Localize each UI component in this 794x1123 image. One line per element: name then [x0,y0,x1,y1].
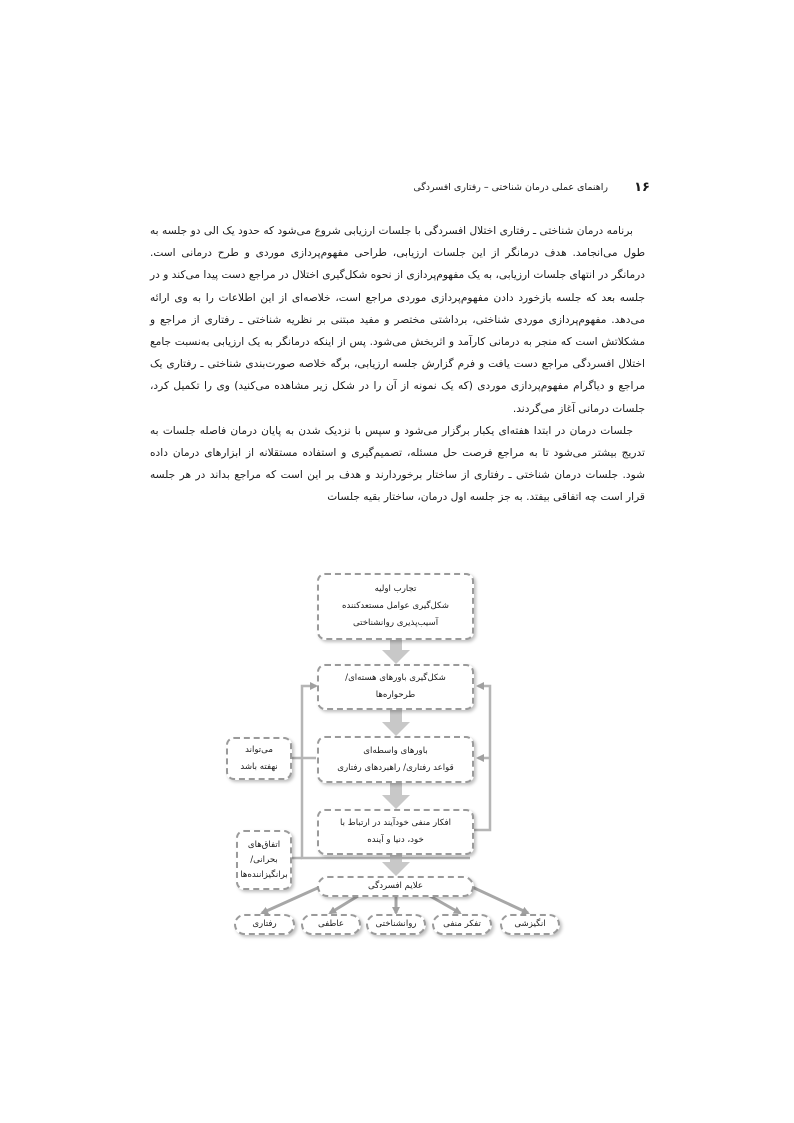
box-automatic-thoughts: افکار منفی خودآیند در ارتباط با خود، دنیا و آینده [317,809,474,855]
feedback-loop-right [473,686,490,830]
page-number: ۱۶ [634,180,650,195]
box-may-be-latent: می‌تواند نهفته باشد [226,737,292,780]
symptom-psychological: روانشناختی [366,914,426,935]
box-depression-symptoms: علایم افسردگی [317,876,474,897]
running-header [413,180,650,198]
symptom-motivational: انگیزشی [500,914,560,935]
box-intermediate-beliefs: باورهای واسطه‌ای قواعد رفتاری/ راهبردهای رفتاری [317,736,474,783]
box-critical-incidents: اتفاق‌های بحرانی/ برانگیزاننده‌ها [236,830,292,890]
running-title: راهنمای عملی درمان شناختی – رفتاری افسردگی [413,182,608,193]
paragraph: جلسات درمان در ابتدا هفته‌ای یکبار برگزار می‌شود و سپس با نزدیک شدن به پایان درمان فاصله جلسات به تدریج بیشتر می‌شود تا به مراجع فرصت حل مسئله، تصمیم‌گیری و استفاده مستقلانه از ابزارهای درمان داده شود. جلسات درمان شناختی ـ رفتاری از ساختار برخوردارند و هدف بر این است که مراجع بداند در هر جلسه قرار است چه اتفاقی بیفتد. به جز جلسه اول درمان، ساختار بقیه جلسات [150,424,645,504]
arrow-down-2 [382,710,410,736]
arrow-down-3 [382,783,410,809]
symptom-emotional: عاطفی [301,914,361,935]
symptom-behavioral: رفتاری [234,914,295,935]
body-text [150,220,645,509]
paragraph: برنامه درمان شناختی ـ رفتاری اختلال افسردگی با جلسات ارزیابی شروع می‌شود که حدود یک الی دو جلسه به طول می‌انجامد. هدف درمانگر از این جلسات ارزیابی، طراحی مفهوم‌پردازی موردی و طرح درمانی است. درمانگر در انتهای جلسات ارزیابی، به یک مفهوم‌پردازی از نحوه شکل‌گیری اختلال در مراجع دست پیدا می‌کند و در جلسه بعد که جلسه بازخورد دادن مفهوم‌پردازی موردی مراجع است، خلاصه‌ای از این اطلاعات را به وی ارائه می‌دهد. مفهوم‌پردازی موردی شناختی، برداشتی مختصر و مفید مبتنی بر نظریه شناختی ـ رفتاری از مراجع و مشکلاتش است که منجر به درمانی کارآمد و اثربخش می‌شود. پس از اینکه درمانگر به یک ارزیابی به‌نسبت جامع اختلال افسردگی مراجع دست یافت و فرم گزارش جلسه ارزیابی، برگه خلاصه صورت‌بندی شناختی ـ رفتاری یک مراجع و دیاگرام مفهوم‌پردازی موردی (که یک نمونه از آن را در شکل زیر مشاهده می‌کنید) وی را تکمیل کرد، جلسات درمانی آغاز می‌گردند. [150,225,645,415]
box-core-beliefs: شکل‌گیری باورهای هسته‌ای/ طرحواره‌ها [317,664,474,710]
box-early-experiences: تجارب اولیه شکل‌گیری عوامل مستعدکننده آسیب‌پذیری روانشناختی [317,573,474,640]
arrow-down-1 [382,640,410,664]
symptom-negative-thinking: تفکر منفی [432,914,492,935]
arrow-down-4 [382,855,410,876]
